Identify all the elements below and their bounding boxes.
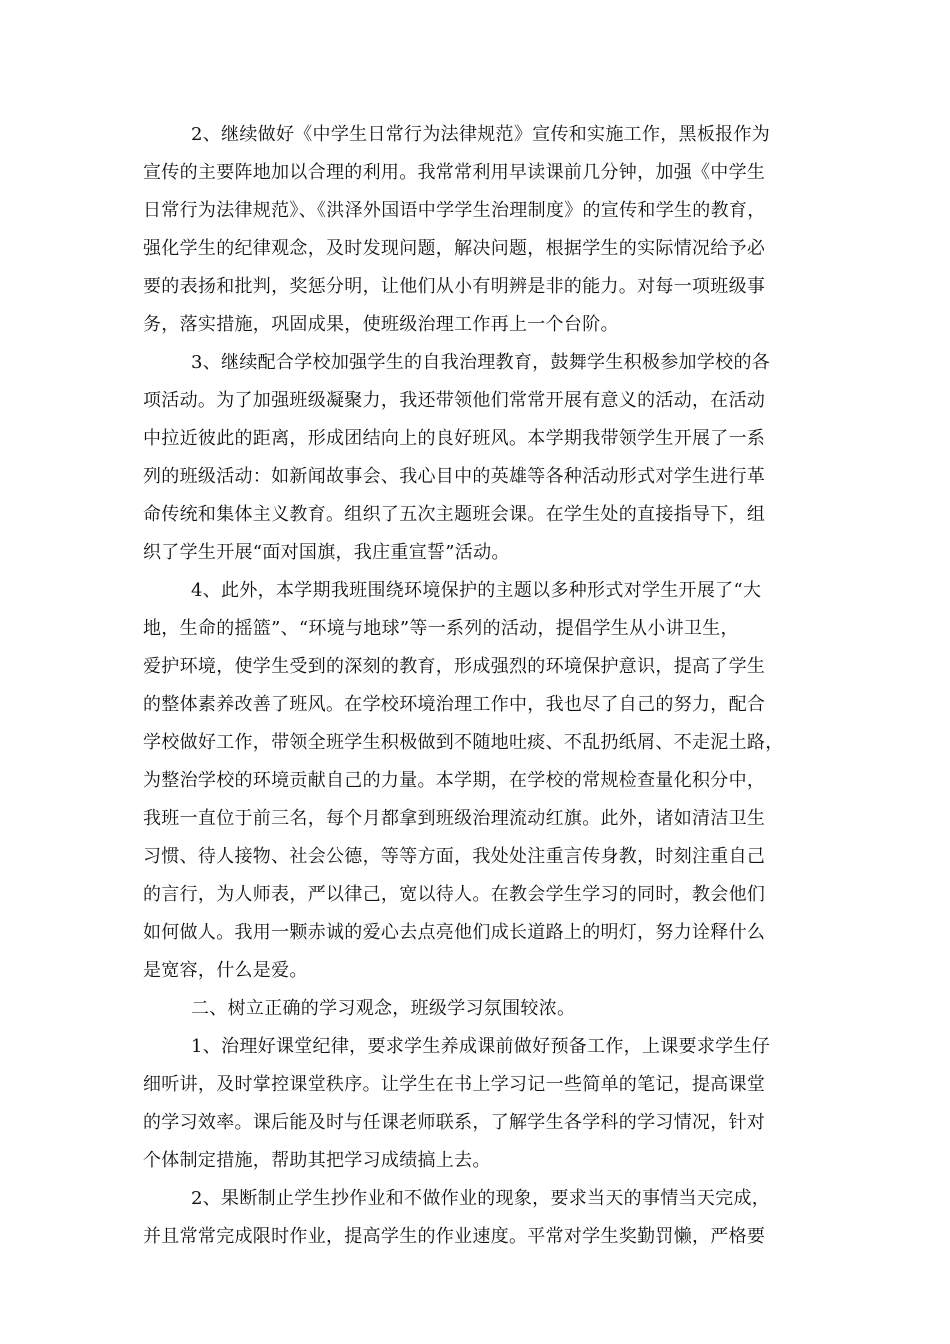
text-line: 要的表扬和批判，奖惩分明，让他们从小有明辨是非的能力。对每一项班级事 xyxy=(143,276,766,297)
text-line: 中拉近彼此的距离，形成团结向上的良好班风。本学期我带领学生开展了一系 xyxy=(143,428,766,449)
text-line: 3、继续配合学校加强学生的自我治理教育，鼓舞学生积极参加学校的各 xyxy=(191,352,771,373)
text-line: 细听讲，及时掌控课堂秩序。让学生在书上学习记一些简单的笔记，提高课堂 xyxy=(143,1074,766,1095)
text-line: 项活动。为了加强班级凝聚力，我还带领他们常常开展有意义的活动，在活动 xyxy=(143,390,766,411)
text-line: 务，落实措施，巩固成果，使班级治理工作再上一个台阶。 xyxy=(143,314,619,335)
text-line: 2、继续做好《中学生日常行为法律规范》宣传和实施工作，黑板报作为 xyxy=(191,124,771,145)
text-line: 的整体素养改善了班风。在学校环境治理工作中，我也尽了自己的努力，配合 xyxy=(143,694,766,715)
text-line: 2、果断制止学生抄作业和不做作业的现象，要求当天的事情当天完成， xyxy=(191,1188,771,1209)
text-line: 的学习效率。课后能及时与任课老师联系，了解学生各学科的学习情况，针对 xyxy=(143,1112,766,1133)
text-line: 列的班级活动：如新闻故事会、我心目中的英雄等各种活动形式对学生进行革 xyxy=(143,466,766,487)
text-line: 的言行，为人师表，严以律己，宽以待人。在教会学生学习的同时，教会他们 xyxy=(143,884,766,905)
text-line: 宣传的主要阵地加以合理的利用。我常常利用早读课前几分钟，加强《中学生 xyxy=(143,162,766,183)
text-line: 习惯、待人接物、社会公德，等等方面，我处处注重言传身教，时刻注重自己 xyxy=(143,846,766,867)
text-line: 我班一直位于前三名，每个月都拿到班级治理流动红旗。此外，诸如清洁卫生 xyxy=(143,808,766,829)
text-line: 4、此外，本学期我班围绕环境保护的主题以多种形式对学生开展了“大 xyxy=(191,580,762,601)
text-line: 并且常常完成限时作业，提高学生的作业速度。平常对学生奖勤罚懒，严格要 xyxy=(143,1226,766,1247)
text-line: 地，生命的摇篮”、“环境与地球”等一系列的活动，提倡学生从小讲卫生， xyxy=(143,618,739,639)
text-line: 如何做人。我用一颗赤诚的爱心去点亮他们成长道路上的明灯，努力诠释什么 xyxy=(143,922,766,943)
document-body xyxy=(143,116,800,1256)
text-line: 二、树立正确的学习观念，班级学习氛围较浓。 xyxy=(191,998,576,1019)
text-line: 个体制定措施，帮助其把学习成绩搞上去。 xyxy=(143,1150,491,1171)
text-line: 1、治理好课堂纪律，要求学生养成课前做好预备工作，上课要求学生仔 xyxy=(191,1036,771,1057)
text-line: 爱护环境，使学生受到的深刻的教育，形成强烈的环境保护意识，提高了学生 xyxy=(143,656,766,677)
text-line: 学校做好工作，带领全班学生积极做到不随地吐痰、不乱扔纸屑、不走泥土路， xyxy=(143,732,784,753)
text-line: 命传统和集体主义教育。组织了五次主题班会课。在学生处的直接指导下，组 xyxy=(143,504,766,525)
text-line: 为整治学校的环境贡献自己的力量。本学期，在学校的常规检查量化积分中， xyxy=(143,770,766,791)
text-line: 强化学生的纪律观念，及时发现问题，解决问题，根据学生的实际情况给予必 xyxy=(143,238,766,259)
text-line: 日常行为法律规范》、《洪泽外国语中学学生治理制度》的宣传和学生的教育， xyxy=(143,200,766,221)
text-line: 织了学生开展“面对国旗，我庄重宣誓”活动。 xyxy=(143,542,510,563)
text-line: 是宽容，什么是爱。 xyxy=(143,960,308,981)
